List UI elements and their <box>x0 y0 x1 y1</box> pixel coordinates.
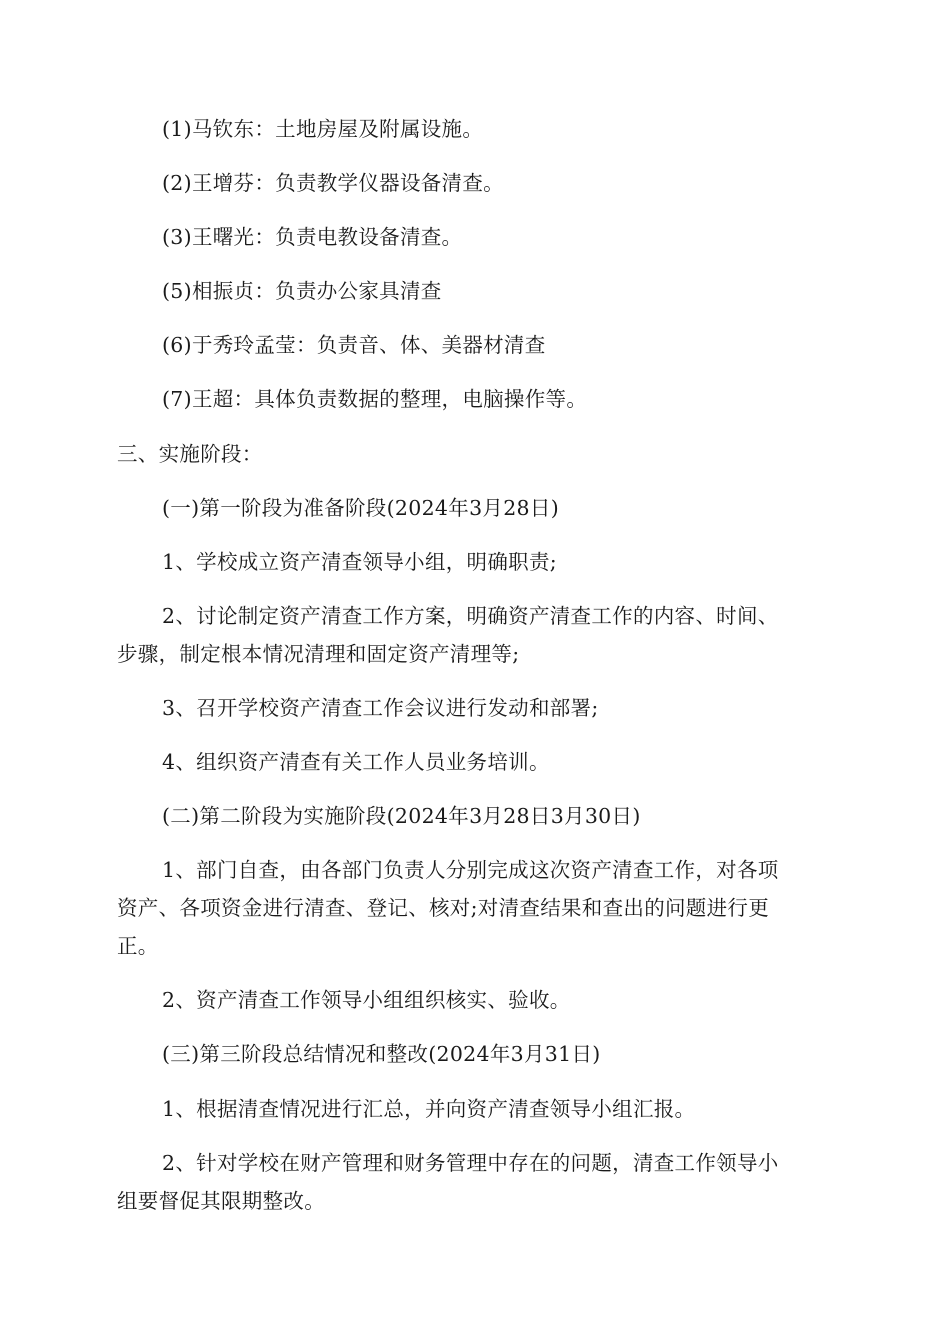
section-heading-implementation: 三、实施阶段： <box>117 442 263 466</box>
assignment-item-5: (5)相振贞：负责办公家具清查 <box>162 279 442 303</box>
phase-3-heading: (三)第三阶段总结情况和整改(2024年3月31日) <box>162 1042 601 1066</box>
phase-1-item-4: 4、组织资产清查有关工作人员业务培训。 <box>162 750 550 774</box>
phase-3-item-1: 1、根据清查情况进行汇总，并向资产清查领导小组汇报。 <box>162 1097 696 1121</box>
phase-2-item-1-line-1: 1、部门自查，由各部门负责人分别完成这次资产清查工作，对各项 <box>162 858 779 882</box>
phase-1-item-1: 1、学校成立资产清查领导小组，明确职责; <box>162 550 557 574</box>
phase-1-item-3: 3、召开学校资产清查工作会议进行发动和部署; <box>162 696 599 720</box>
phase-2-heading: (二)第二阶段为实施阶段(2024年3月28日3月30日) <box>162 804 641 828</box>
phase-2-item-1-line-2: 资产、各项资金进行清查、登记、核对;对清查结果和查出的问题进行更 <box>117 896 770 920</box>
phase-1-item-2-line-1: 2、讨论制定资产清查工作方案，明确资产清查工作的内容、时间、 <box>162 604 779 628</box>
assignment-item-2: (2)王增芬：负责教学仪器设备清查。 <box>162 171 504 195</box>
assignment-item-6: (6)于秀玲孟莹：负责音、体、美器材清查 <box>162 333 546 357</box>
phase-3-item-2-line-1: 2、针对学校在财产管理和财务管理中存在的问题，清查工作领导小 <box>162 1151 779 1175</box>
phase-1-heading: (一)第一阶段为准备阶段(2024年3月28日) <box>162 496 559 520</box>
phase-2-item-1-line-3: 正。 <box>117 934 159 958</box>
assignment-item-1: (1)马钦东：土地房屋及附属设施。 <box>162 117 484 141</box>
assignment-item-7: (7)王超：具体负责数据的整理，电脑操作等。 <box>162 387 588 411</box>
phase-1-item-2-line-2: 步骤，制定根本情况清理和固定资产清理等; <box>117 642 520 666</box>
phase-3-item-2-line-2: 组要督促其限期整改。 <box>117 1189 325 1213</box>
phase-2-item-2: 2、资产清查工作领导小组组织核实、验收。 <box>162 988 571 1012</box>
assignment-item-3: (3)王曙光：负责电教设备清查。 <box>162 225 463 249</box>
